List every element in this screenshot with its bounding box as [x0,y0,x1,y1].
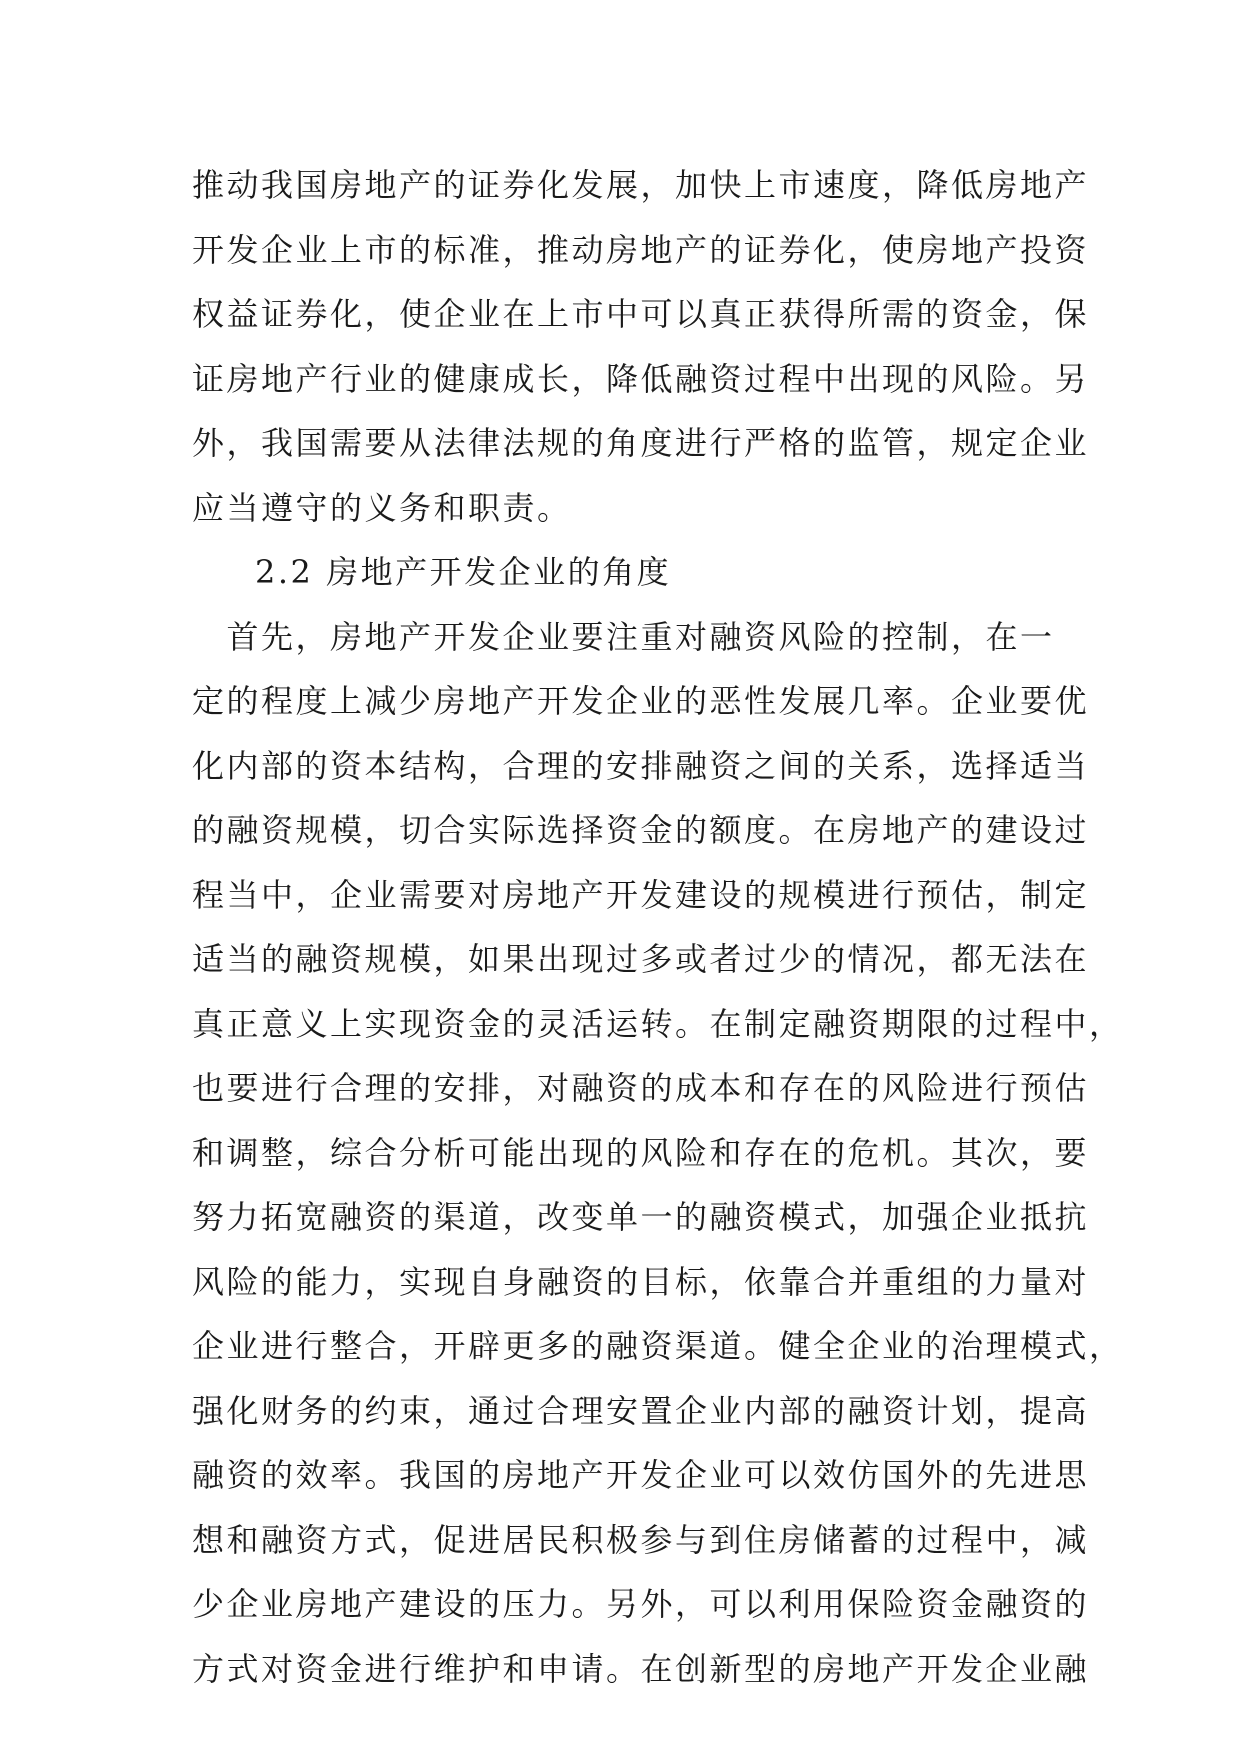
text-line: 少企业房地产建设的压力。另外，可以利用保险资金融资的 [192,1585,1090,1623]
paragraph-2 [192,605,1124,1702]
text-line: 的融资规模，切合实际选择资金的额度。在房地产的建设过 [192,811,1090,849]
text-line: 方式对资金进行维护和申请。在创新型的房地产开发企业融 [192,1649,1090,1688]
text-line: 和调整，综合分析可能出现的风险和存在的危机。其次，要 [192,1133,1090,1172]
text-line: 风险的能力，实现自身融资的目标，依靠合并重组的力量对 [192,1262,1090,1301]
text-line: 外，我国需要从法律法规的角度进行严格的监管，规定企业 [192,424,1090,462]
text-line: 首先，房地产开发企业要注重对融资风险的控制，在一 [192,617,1055,656]
text-line: 企业进行整合，开辟更多的融资渠道。健全企业的治理模式， [192,1327,1124,1365]
text-line: 权益证券化，使企业在上市中可以真正获得所需的资金，保 [192,295,1090,333]
body-text [192,153,1124,1701]
text-line: 应当遵守的义务和职责。 [192,488,572,527]
text-line: 开发企业上市的标准，推动房地产的证券化，使房地产投资 [192,230,1090,269]
paragraph-1 [192,153,1090,540]
text-line: 融资的效率。我国的房地产开发企业可以效仿国外的先进思 [192,1456,1090,1494]
text-line: 适当的融资规模，如果出现过多或者过少的情况，都无法在 [192,940,1090,978]
text-line: 想和融资方式，促进居民积极参与到住房储蓄的过程中，减 [192,1520,1090,1559]
text-line: 推动我国房地产的证券化发展，加快上市速度，降低房地产 [192,166,1090,204]
text-line: 程当中，企业需要对房地产开发建设的规模进行预估，制定 [192,875,1090,914]
text-line: 证房地产行业的健康成长，降低融资过程中出现的风险。另 [192,359,1090,398]
section-heading: 2.2 房地产开发企业的角度 [255,553,672,591]
text-line: 强化财务的约束，通过合理安置企业内部的融资计划，提高 [192,1391,1090,1430]
text-line: 定的程度上减少房地产开发企业的恶性发展几率。企业要优 [192,682,1090,720]
text-line: 化内部的资本结构，合理的安排融资之间的关系，选择适当 [192,746,1090,785]
text-line: 真正意义上实现资金的灵活运转。在制定融资期限的过程中， [192,1004,1124,1043]
text-line: 努力拓宽融资的渠道，改变单一的融资模式，加强企业抵抗 [192,1198,1090,1236]
text-line: 也要进行合理的安排，对融资的成本和存在的风险进行预估 [192,1069,1090,1107]
